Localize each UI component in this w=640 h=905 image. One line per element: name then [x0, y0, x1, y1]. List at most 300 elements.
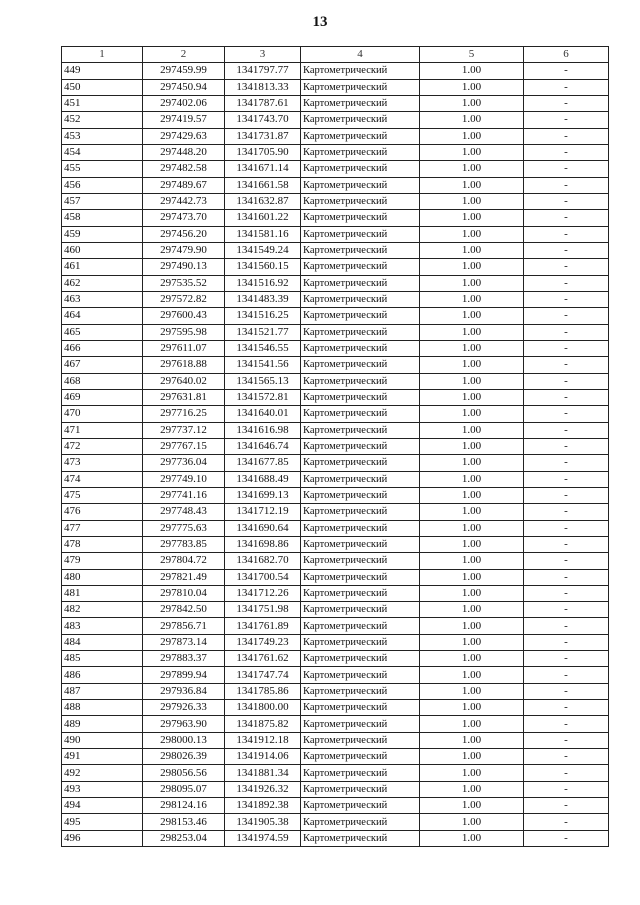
point-number-cell: 479 [62, 553, 143, 569]
accuracy-cell: 1.00 [420, 373, 524, 389]
point-number-cell: 482 [62, 602, 143, 618]
x-coordinate-cell: 297741.16 [143, 487, 225, 503]
point-number-cell: 492 [62, 765, 143, 781]
column-header: 6 [524, 47, 609, 63]
table-row [62, 79, 609, 95]
y-coordinate-cell: 1341698.86 [225, 536, 301, 552]
x-coordinate-cell: 297963.90 [143, 716, 225, 732]
y-coordinate-cell: 1341813.33 [225, 79, 301, 95]
y-coordinate-cell: 1341747.74 [225, 667, 301, 683]
accuracy-cell: 1.00 [420, 63, 524, 79]
method-cell: Картометрический [301, 128, 420, 144]
table-row [62, 830, 609, 846]
table-row [62, 357, 609, 373]
accuracy-cell: 1.00 [420, 161, 524, 177]
note-cell: - [524, 781, 609, 797]
table-row [62, 291, 609, 307]
table-header-row [62, 47, 609, 63]
accuracy-cell: 1.00 [420, 275, 524, 291]
point-number-cell: 493 [62, 781, 143, 797]
y-coordinate-cell: 1341541.56 [225, 357, 301, 373]
note-cell: - [524, 602, 609, 618]
table-row [62, 716, 609, 732]
note-cell: - [524, 651, 609, 667]
y-coordinate-cell: 1341516.92 [225, 275, 301, 291]
x-coordinate-cell: 297716.25 [143, 406, 225, 422]
page-number: 13 [312, 14, 328, 30]
column-header: 5 [420, 47, 524, 63]
note-cell: - [524, 585, 609, 601]
y-coordinate-cell: 1341787.61 [225, 95, 301, 111]
note-cell: - [524, 79, 609, 95]
method-cell: Картометрический [301, 765, 420, 781]
note-cell: - [524, 471, 609, 487]
method-cell: Картометрический [301, 569, 420, 585]
accuracy-cell: 1.00 [420, 585, 524, 601]
x-coordinate-cell: 297450.94 [143, 79, 225, 95]
note-cell: - [524, 324, 609, 340]
x-coordinate-cell: 297456.20 [143, 226, 225, 242]
method-cell: Картометрический [301, 389, 420, 405]
x-coordinate-cell: 297429.63 [143, 128, 225, 144]
method-cell: Картометрический [301, 193, 420, 209]
note-cell: - [524, 553, 609, 569]
x-coordinate-cell: 297442.73 [143, 193, 225, 209]
x-coordinate-cell: 297490.13 [143, 259, 225, 275]
point-number-cell: 449 [62, 63, 143, 79]
accuracy-cell: 1.00 [420, 814, 524, 830]
accuracy-cell: 1.00 [420, 683, 524, 699]
table-row [62, 308, 609, 324]
point-number-cell: 463 [62, 291, 143, 307]
table-row [62, 700, 609, 716]
note-cell: - [524, 161, 609, 177]
table-row [62, 471, 609, 487]
accuracy-cell: 1.00 [420, 634, 524, 650]
accuracy-cell: 1.00 [420, 438, 524, 454]
y-coordinate-cell: 1341690.64 [225, 520, 301, 536]
x-coordinate-cell: 297737.12 [143, 422, 225, 438]
method-cell: Картометрический [301, 112, 420, 128]
note-cell: - [524, 422, 609, 438]
y-coordinate-cell: 1341749.23 [225, 634, 301, 650]
point-number-cell: 465 [62, 324, 143, 340]
point-number-cell: 485 [62, 651, 143, 667]
y-coordinate-cell: 1341881.34 [225, 765, 301, 781]
accuracy-cell: 1.00 [420, 422, 524, 438]
method-cell: Картометрический [301, 585, 420, 601]
method-cell: Картометрический [301, 536, 420, 552]
y-coordinate-cell: 1341671.14 [225, 161, 301, 177]
table-row [62, 536, 609, 552]
note-cell: - [524, 798, 609, 814]
x-coordinate-cell: 297821.49 [143, 569, 225, 585]
x-coordinate-cell: 297775.63 [143, 520, 225, 536]
column-header: 2 [143, 47, 225, 63]
point-number-cell: 490 [62, 732, 143, 748]
x-coordinate-cell: 297618.88 [143, 357, 225, 373]
accuracy-cell: 1.00 [420, 242, 524, 258]
y-coordinate-cell: 1341601.22 [225, 210, 301, 226]
y-coordinate-cell: 1341565.13 [225, 373, 301, 389]
note-cell: - [524, 732, 609, 748]
y-coordinate-cell: 1341546.55 [225, 340, 301, 356]
x-coordinate-cell: 297535.52 [143, 275, 225, 291]
table-row [62, 340, 609, 356]
table-row [62, 553, 609, 569]
point-number-cell: 459 [62, 226, 143, 242]
table-row [62, 602, 609, 618]
table-row [62, 732, 609, 748]
method-cell: Картометрический [301, 340, 420, 356]
table-row [62, 634, 609, 650]
point-number-cell: 474 [62, 471, 143, 487]
note-cell: - [524, 308, 609, 324]
accuracy-cell: 1.00 [420, 112, 524, 128]
point-number-cell: 483 [62, 618, 143, 634]
method-cell: Картометрический [301, 683, 420, 699]
table-row [62, 781, 609, 797]
y-coordinate-cell: 1341797.77 [225, 63, 301, 79]
method-cell: Картометрический [301, 667, 420, 683]
point-number-cell: 467 [62, 357, 143, 373]
coordinates-table [61, 46, 609, 847]
method-cell: Картометрический [301, 553, 420, 569]
method-cell: Картометрический [301, 308, 420, 324]
note-cell: - [524, 618, 609, 634]
y-coordinate-cell: 1341875.82 [225, 716, 301, 732]
point-number-cell: 494 [62, 798, 143, 814]
x-coordinate-cell: 297783.85 [143, 536, 225, 552]
column-header: 1 [62, 47, 143, 63]
point-number-cell: 452 [62, 112, 143, 128]
x-coordinate-cell: 298124.16 [143, 798, 225, 814]
point-number-cell: 456 [62, 177, 143, 193]
y-coordinate-cell: 1341905.38 [225, 814, 301, 830]
method-cell: Картометрический [301, 798, 420, 814]
x-coordinate-cell: 297749.10 [143, 471, 225, 487]
table-row [62, 814, 609, 830]
x-coordinate-cell: 297479.90 [143, 242, 225, 258]
table-row [62, 765, 609, 781]
table-row [62, 177, 609, 193]
accuracy-cell: 1.00 [420, 291, 524, 307]
point-number-cell: 487 [62, 683, 143, 699]
accuracy-cell: 1.00 [420, 144, 524, 160]
y-coordinate-cell: 1341572.81 [225, 389, 301, 405]
point-number-cell: 475 [62, 487, 143, 503]
y-coordinate-cell: 1341912.18 [225, 732, 301, 748]
y-coordinate-cell: 1341616.98 [225, 422, 301, 438]
y-coordinate-cell: 1341761.89 [225, 618, 301, 634]
x-coordinate-cell: 298153.46 [143, 814, 225, 830]
table-row [62, 651, 609, 667]
method-cell: Картометрический [301, 651, 420, 667]
x-coordinate-cell: 298253.04 [143, 830, 225, 846]
y-coordinate-cell: 1341712.26 [225, 585, 301, 601]
table-row [62, 210, 609, 226]
point-number-cell: 457 [62, 193, 143, 209]
accuracy-cell: 1.00 [420, 732, 524, 748]
point-number-cell: 481 [62, 585, 143, 601]
accuracy-cell: 1.00 [420, 798, 524, 814]
note-cell: - [524, 226, 609, 242]
x-coordinate-cell: 298095.07 [143, 781, 225, 797]
y-coordinate-cell: 1341705.90 [225, 144, 301, 160]
accuracy-cell: 1.00 [420, 324, 524, 340]
note-cell: - [524, 144, 609, 160]
point-number-cell: 495 [62, 814, 143, 830]
note-cell: - [524, 275, 609, 291]
note-cell: - [524, 128, 609, 144]
point-number-cell: 473 [62, 455, 143, 471]
accuracy-cell: 1.00 [420, 95, 524, 111]
point-number-cell: 450 [62, 79, 143, 95]
method-cell: Картометрический [301, 291, 420, 307]
method-cell: Картометрический [301, 749, 420, 765]
method-cell: Картометрический [301, 700, 420, 716]
method-cell: Картометрический [301, 422, 420, 438]
accuracy-cell: 1.00 [420, 308, 524, 324]
accuracy-cell: 1.00 [420, 651, 524, 667]
x-coordinate-cell: 297856.71 [143, 618, 225, 634]
column-header: 3 [225, 47, 301, 63]
method-cell: Картометрический [301, 177, 420, 193]
accuracy-cell: 1.00 [420, 520, 524, 536]
accuracy-cell: 1.00 [420, 749, 524, 765]
x-coordinate-cell: 297402.06 [143, 95, 225, 111]
y-coordinate-cell: 1341699.13 [225, 487, 301, 503]
point-number-cell: 464 [62, 308, 143, 324]
note-cell: - [524, 634, 609, 650]
y-coordinate-cell: 1341800.00 [225, 700, 301, 716]
note-cell: - [524, 242, 609, 258]
point-number-cell: 471 [62, 422, 143, 438]
y-coordinate-cell: 1341785.86 [225, 683, 301, 699]
y-coordinate-cell: 1341712.19 [225, 504, 301, 520]
y-coordinate-cell: 1341560.15 [225, 259, 301, 275]
note-cell: - [524, 112, 609, 128]
y-coordinate-cell: 1341751.98 [225, 602, 301, 618]
table-row [62, 373, 609, 389]
x-coordinate-cell: 297459.99 [143, 63, 225, 79]
table-row [62, 504, 609, 520]
point-number-cell: 451 [62, 95, 143, 111]
note-cell: - [524, 569, 609, 585]
table-row [62, 406, 609, 422]
accuracy-cell: 1.00 [420, 259, 524, 275]
note-cell: - [524, 259, 609, 275]
accuracy-cell: 1.00 [420, 193, 524, 209]
x-coordinate-cell: 297595.98 [143, 324, 225, 340]
y-coordinate-cell: 1341516.25 [225, 308, 301, 324]
table-row [62, 95, 609, 111]
note-cell: - [524, 357, 609, 373]
table-row [62, 422, 609, 438]
method-cell: Картометрический [301, 357, 420, 373]
point-number-cell: 486 [62, 667, 143, 683]
point-number-cell: 460 [62, 242, 143, 258]
x-coordinate-cell: 298026.39 [143, 749, 225, 765]
accuracy-cell: 1.00 [420, 177, 524, 193]
accuracy-cell: 1.00 [420, 471, 524, 487]
method-cell: Картометрический [301, 259, 420, 275]
table-row [62, 275, 609, 291]
method-cell: Картометрический [301, 732, 420, 748]
note-cell: - [524, 683, 609, 699]
point-number-cell: 491 [62, 749, 143, 765]
accuracy-cell: 1.00 [420, 389, 524, 405]
point-number-cell: 477 [62, 520, 143, 536]
x-coordinate-cell: 297419.57 [143, 112, 225, 128]
y-coordinate-cell: 1341632.87 [225, 193, 301, 209]
x-coordinate-cell: 297640.02 [143, 373, 225, 389]
point-number-cell: 469 [62, 389, 143, 405]
point-number-cell: 466 [62, 340, 143, 356]
point-number-cell: 462 [62, 275, 143, 291]
method-cell: Картометрический [301, 144, 420, 160]
note-cell: - [524, 177, 609, 193]
accuracy-cell: 1.00 [420, 79, 524, 95]
table-row [62, 569, 609, 585]
x-coordinate-cell: 297572.82 [143, 291, 225, 307]
y-coordinate-cell: 1341892.38 [225, 798, 301, 814]
note-cell: - [524, 749, 609, 765]
accuracy-cell: 1.00 [420, 618, 524, 634]
point-number-cell: 480 [62, 569, 143, 585]
table-row [62, 161, 609, 177]
method-cell: Картометрический [301, 814, 420, 830]
method-cell: Картометрический [301, 487, 420, 503]
table-row [62, 667, 609, 683]
accuracy-cell: 1.00 [420, 716, 524, 732]
method-cell: Картометрический [301, 520, 420, 536]
y-coordinate-cell: 1341743.70 [225, 112, 301, 128]
point-number-cell: 478 [62, 536, 143, 552]
accuracy-cell: 1.00 [420, 830, 524, 846]
note-cell: - [524, 438, 609, 454]
point-number-cell: 476 [62, 504, 143, 520]
accuracy-cell: 1.00 [420, 765, 524, 781]
method-cell: Картометрический [301, 471, 420, 487]
method-cell: Картометрический [301, 618, 420, 634]
note-cell: - [524, 520, 609, 536]
method-cell: Картометрический [301, 324, 420, 340]
table-row [62, 63, 609, 79]
note-cell: - [524, 667, 609, 683]
note-cell: - [524, 830, 609, 846]
note-cell: - [524, 765, 609, 781]
method-cell: Картометрический [301, 634, 420, 650]
method-cell: Картометрический [301, 438, 420, 454]
table-row [62, 193, 609, 209]
point-number-cell: 489 [62, 716, 143, 732]
y-coordinate-cell: 1341761.62 [225, 651, 301, 667]
x-coordinate-cell: 297804.72 [143, 553, 225, 569]
method-cell: Картометрический [301, 602, 420, 618]
x-coordinate-cell: 297489.67 [143, 177, 225, 193]
table-row [62, 455, 609, 471]
note-cell: - [524, 406, 609, 422]
note-cell: - [524, 95, 609, 111]
note-cell: - [524, 455, 609, 471]
point-number-cell: 496 [62, 830, 143, 846]
y-coordinate-cell: 1341581.16 [225, 226, 301, 242]
note-cell: - [524, 814, 609, 830]
y-coordinate-cell: 1341914.06 [225, 749, 301, 765]
method-cell: Картометрический [301, 95, 420, 111]
method-cell: Картометрический [301, 455, 420, 471]
table-row [62, 520, 609, 536]
table-row [62, 128, 609, 144]
note-cell: - [524, 700, 609, 716]
point-number-cell: 488 [62, 700, 143, 716]
method-cell: Картометрический [301, 63, 420, 79]
x-coordinate-cell: 297482.58 [143, 161, 225, 177]
x-coordinate-cell: 298056.56 [143, 765, 225, 781]
point-number-cell: 484 [62, 634, 143, 650]
point-number-cell: 458 [62, 210, 143, 226]
x-coordinate-cell: 297631.81 [143, 389, 225, 405]
table-body [62, 63, 609, 847]
x-coordinate-cell: 297936.84 [143, 683, 225, 699]
accuracy-cell: 1.00 [420, 455, 524, 471]
note-cell: - [524, 373, 609, 389]
y-coordinate-cell: 1341661.58 [225, 177, 301, 193]
y-coordinate-cell: 1341677.85 [225, 455, 301, 471]
point-number-cell: 454 [62, 144, 143, 160]
accuracy-cell: 1.00 [420, 128, 524, 144]
method-cell: Картометрический [301, 373, 420, 389]
accuracy-cell: 1.00 [420, 781, 524, 797]
point-number-cell: 470 [62, 406, 143, 422]
x-coordinate-cell: 298000.13 [143, 732, 225, 748]
x-coordinate-cell: 297736.04 [143, 455, 225, 471]
note-cell: - [524, 504, 609, 520]
method-cell: Картометрический [301, 716, 420, 732]
note-cell: - [524, 210, 609, 226]
method-cell: Картометрический [301, 830, 420, 846]
accuracy-cell: 1.00 [420, 340, 524, 356]
accuracy-cell: 1.00 [420, 210, 524, 226]
table-row [62, 389, 609, 405]
accuracy-cell: 1.00 [420, 487, 524, 503]
method-cell: Картометрический [301, 406, 420, 422]
table-row [62, 112, 609, 128]
note-cell: - [524, 487, 609, 503]
method-cell: Картометрический [301, 226, 420, 242]
table-row [62, 749, 609, 765]
table-row [62, 242, 609, 258]
accuracy-cell: 1.00 [420, 667, 524, 683]
point-number-cell: 455 [62, 161, 143, 177]
table-row [62, 226, 609, 242]
y-coordinate-cell: 1341974.59 [225, 830, 301, 846]
x-coordinate-cell: 297810.04 [143, 585, 225, 601]
note-cell: - [524, 193, 609, 209]
accuracy-cell: 1.00 [420, 357, 524, 373]
x-coordinate-cell: 297448.20 [143, 144, 225, 160]
note-cell: - [524, 340, 609, 356]
x-coordinate-cell: 297842.50 [143, 602, 225, 618]
table-row [62, 438, 609, 454]
accuracy-cell: 1.00 [420, 406, 524, 422]
point-number-cell: 468 [62, 373, 143, 389]
accuracy-cell: 1.00 [420, 536, 524, 552]
x-coordinate-cell: 297611.07 [143, 340, 225, 356]
accuracy-cell: 1.00 [420, 504, 524, 520]
table-row [62, 618, 609, 634]
